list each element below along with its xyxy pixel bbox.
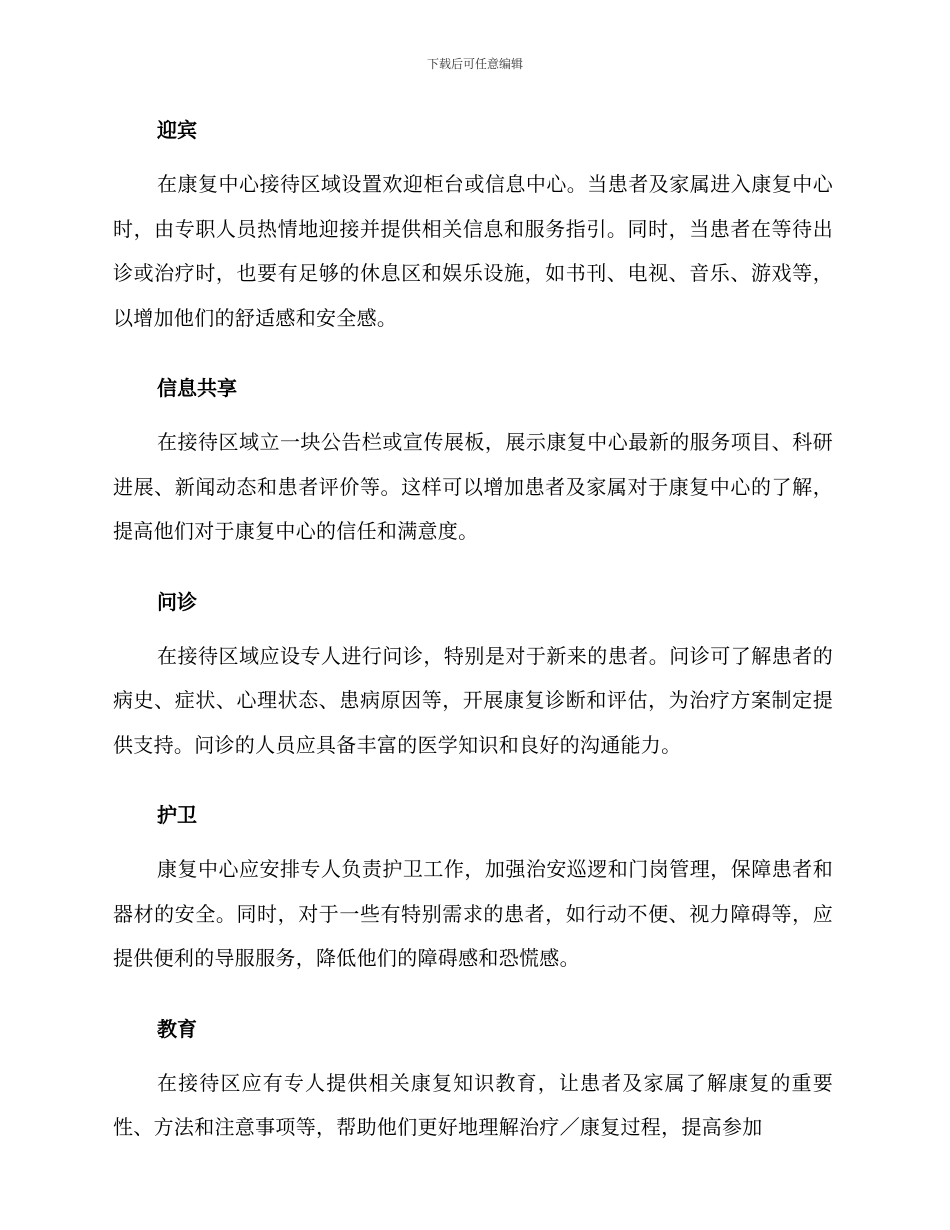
section-heading: 问诊 xyxy=(157,589,197,614)
section-body: 在接待区域应设专人进行问诊，特别是对于新来的患者。问诊可了解患者的病史、症状、心理状态、患病原因等，开展康复诊断和评估，为治疗方案制定提供支持。问诊的人员应具备丰富的医学知识和良好的沟通能力。 xyxy=(113,643,833,757)
section-consultation xyxy=(113,580,833,768)
page-header: 下载后可任意编辑 xyxy=(426,57,523,71)
section-welcome xyxy=(113,108,833,340)
section-info-sharing xyxy=(113,366,833,554)
section-heading: 教育 xyxy=(157,1016,197,1041)
document-content xyxy=(113,108,833,1176)
section-security xyxy=(113,793,833,981)
section-body: 在接待区域立一块公告栏或宣传展板，展示康复中心最新的服务项目、科研进展、新闻动态和患者评价等。这样可以增加患者及家属对于康复中心的了解，提高他们对于康复中心的信任和满意度。 xyxy=(113,430,833,543)
section-education xyxy=(113,1007,833,1150)
section-body: 康复中心应安排专人负责护卫工作，加强治安巡逻和门岗管理，保障患者和器材的安全。同时，对于一些有特别需求的患者，如行动不便、视力障碍等，应提供便利的导服服务，降低他们的障碍感和恐慌感。 xyxy=(113,857,833,970)
section-body: 在康复中心接待区域设置欢迎柜台或信息中心。当患者及家属进入康复中心时，由专职人员热情地迎接并提供相关信息和服务指引。同时，当患者在等待出诊或治疗时，也要有足够的休息区和娱乐设施，如书刊、电视、音乐、游戏等，以增加他们的舒适感和安全感。 xyxy=(113,172,833,330)
section-heading: 信息共享 xyxy=(157,376,237,400)
section-heading: 护卫 xyxy=(157,803,197,827)
section-heading: 迎宾 xyxy=(157,118,197,142)
section-body: 在接待区应有专人提供相关康复知识教育，让患者及家属了解康复的重要性、方法和注意事项等，帮助他们更好地理解治疗／康复过程，提高参加 xyxy=(113,1070,833,1139)
